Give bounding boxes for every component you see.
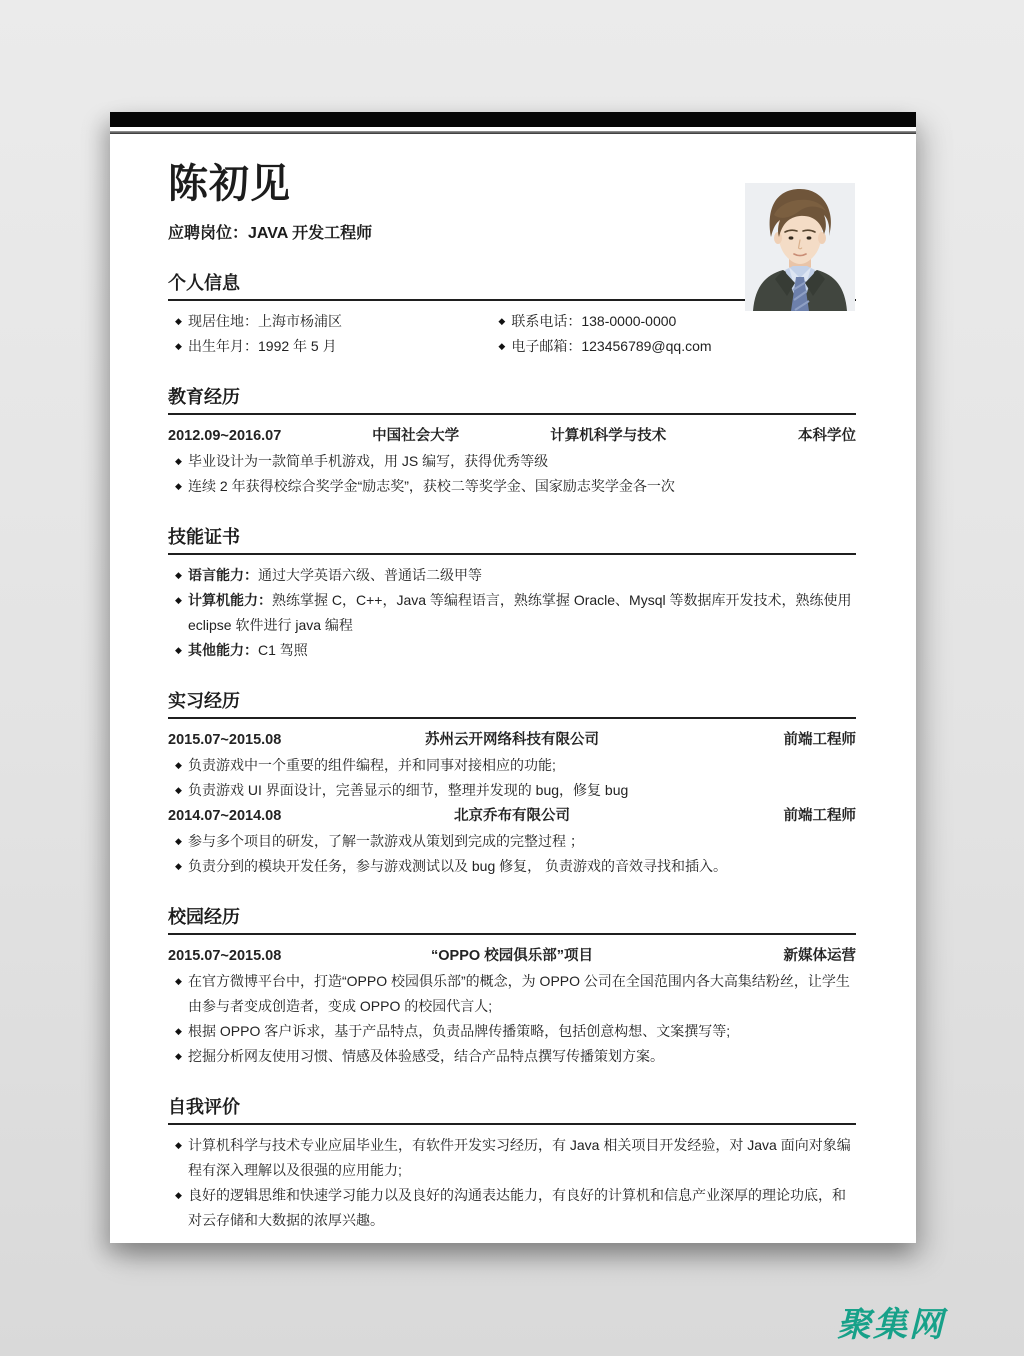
section-self-evaluation [168,1097,856,1233]
list-item [168,1183,856,1233]
campus-project: “OPPO 校园俱乐部”项目 [431,948,593,964]
apply-position: 应聘岗位：JAVA 开发工程师 [168,225,373,242]
diamond-bullet-icon: ◆ [175,341,182,351]
skill-label: 计算机能力： [188,592,272,608]
list-item [168,563,856,588]
campus-bullet: 根据 OPPO 客户诉求，基于产品特点，负责品牌传播策略，包括创意构想、文案撰写等; [188,1023,731,1039]
personal-info-email: 电子邮箱：123456789@qq.com [511,338,712,354]
internship-role: 前端工程师 [783,808,856,824]
diamond-bullet-icon: ◆ [498,341,506,351]
section-skills [168,527,856,663]
internship-bullet: 负责游戏中一个重要的组件编程，并和同事对接相应的功能; [188,757,556,773]
education-date: 2012.09~2016.07 [168,428,282,444]
section-internship [168,691,856,879]
skill-other [188,638,856,663]
diamond-bullet-icon: ◆ [175,760,182,770]
section-title: 实习经历 [168,691,856,719]
internship-entry-header [168,727,856,753]
internship-bullet: 负责游戏 UI 界面设计，完善显示的细节，整理并发现的 bug，修复 bug [188,782,629,798]
list-item [168,829,856,854]
campus-date: 2015.07~2015.08 [168,948,282,964]
internship-bullet: 参与多个项目的研发，了解一款游戏从策划到完成的完整过程 ； [188,833,584,849]
education-school: 中国社会大学 [372,428,460,444]
section-title: 技能证书 [168,527,856,555]
list-item [168,1044,856,1069]
section-title: 教育经历 [168,387,856,415]
portrait-photo [745,183,855,311]
list-item [168,588,856,638]
internship-role: 前端工程师 [783,732,856,748]
skill-language [188,563,856,588]
resume-page [110,112,916,1243]
education-bullet: 连续 2 年获得校综合奖学金“励志奖”，获校二等奖学金、国家励志奖学金各一次 [188,478,675,494]
list-item [168,753,856,778]
campus-bullet: 挖掘分析网友使用习惯、情感及体验感受，结合产品特点撰写传播策划方案。 [188,1048,664,1064]
education-degree: 本科学位 [798,428,856,444]
list-item [168,969,856,1019]
education-bullet: 毕业设计为一款简单手机游戏，用 JS 编写，获得优秀等级 [188,453,549,469]
internship-bullet: 负责分到的模块开发任务，参与游戏测试以及 bug 修复， 负责游戏的音效寻找和插入。 [188,858,728,874]
list-item [168,474,856,499]
diamond-bullet-icon: ◆ [175,645,182,655]
watermark: 聚集网 [837,1306,945,1344]
section-campus [168,907,856,1069]
list-item [168,1019,856,1044]
internship-date: 2015.07~2015.08 [168,732,282,748]
list-item [491,309,856,334]
self-eval-bullet: 计算机科学与技术专业应届毕业生，有软件开发实习经历，有 Java 相关项目开发经验，对 Java 面向对象编程有深入理解以及很强的应用能力; [188,1137,851,1178]
campus-entry-header [168,943,856,969]
list-item [168,449,856,474]
header-bar-rule [110,131,916,134]
diamond-bullet-icon: ◆ [175,570,182,580]
resume-content [110,162,916,1233]
skill-label: 其他能力： [188,642,258,658]
diamond-bullet-icon: ◆ [175,456,182,466]
list-item [168,1133,856,1183]
list-item [168,309,491,334]
list-item [168,778,856,803]
education-major: 计算机科学与技术 [550,428,667,444]
section-title: 校园经历 [168,907,856,935]
section-title: 自我评价 [168,1097,856,1125]
campus-role: 新媒体运营 [783,948,856,964]
candidate-name: 陈初见 [168,162,291,206]
internship-company: 北京乔布有限公司 [454,808,570,824]
skill-computer [188,588,856,638]
diamond-bullet-icon: ◆ [175,1026,182,1036]
diamond-bullet-icon: ◆ [175,836,182,846]
list-item [491,334,856,359]
diamond-bullet-icon: ◆ [175,316,182,326]
personal-info-list [168,309,856,359]
section-title: 个人信息 [168,273,856,301]
skill-text: 熟练掌握 C，C++，Java 等编程语言，熟练掌握 Oracle、Mysql 等数据库开发技术，熟练使用 eclipse 软件进行 java 编程 [188,592,852,633]
campus-bullet: 在官方微博平台中，打造“OPPO 校园俱乐部”的概念，为 OPPO 公司在全国范围内各大高集结粉丝，让学生由参与者变成创造者，变成 OPPO 的校园代言人; [188,973,850,1014]
internship-company: 苏州云开网络科技有限公司 [425,732,599,748]
internship-entry-header [168,803,856,829]
diamond-bullet-icon: ◆ [175,1140,182,1150]
list-item [168,638,856,663]
education-entry-header [168,423,856,449]
personal-info-phone: 联系电话：138-0000-0000 [511,313,677,329]
skill-text: 通过大学英语六级、普通话二级甲等 [258,567,482,583]
diamond-bullet-icon: ◆ [175,1051,182,1061]
skill-label: 语言能力： [188,567,258,583]
diamond-bullet-icon: ◆ [175,481,182,491]
diamond-bullet-icon: ◆ [175,861,182,871]
list-item [168,334,491,359]
skill-text: C1 驾照 [258,642,308,658]
header-top-bar [110,112,916,127]
diamond-bullet-icon: ◆ [175,1190,182,1200]
diamond-bullet-icon: ◆ [175,785,182,795]
personal-info-residence: 现居住地：上海市杨浦区 [188,313,342,329]
diamond-bullet-icon: ◆ [498,316,506,326]
diamond-bullet-icon: ◆ [175,976,182,986]
diamond-bullet-icon: ◆ [175,595,182,605]
list-item [168,854,856,879]
internship-date: 2014.07~2014.08 [168,808,282,824]
section-education [168,387,856,499]
personal-info-birth: 出生年月：1992 年 5 月 [188,338,337,354]
self-eval-bullet: 良好的逻辑思维和快速学习能力以及良好的沟通表达能力，有良好的计算机和信息产业深厚的理论功底，和对云存储和大数据的浓厚兴趣。 [188,1187,846,1228]
